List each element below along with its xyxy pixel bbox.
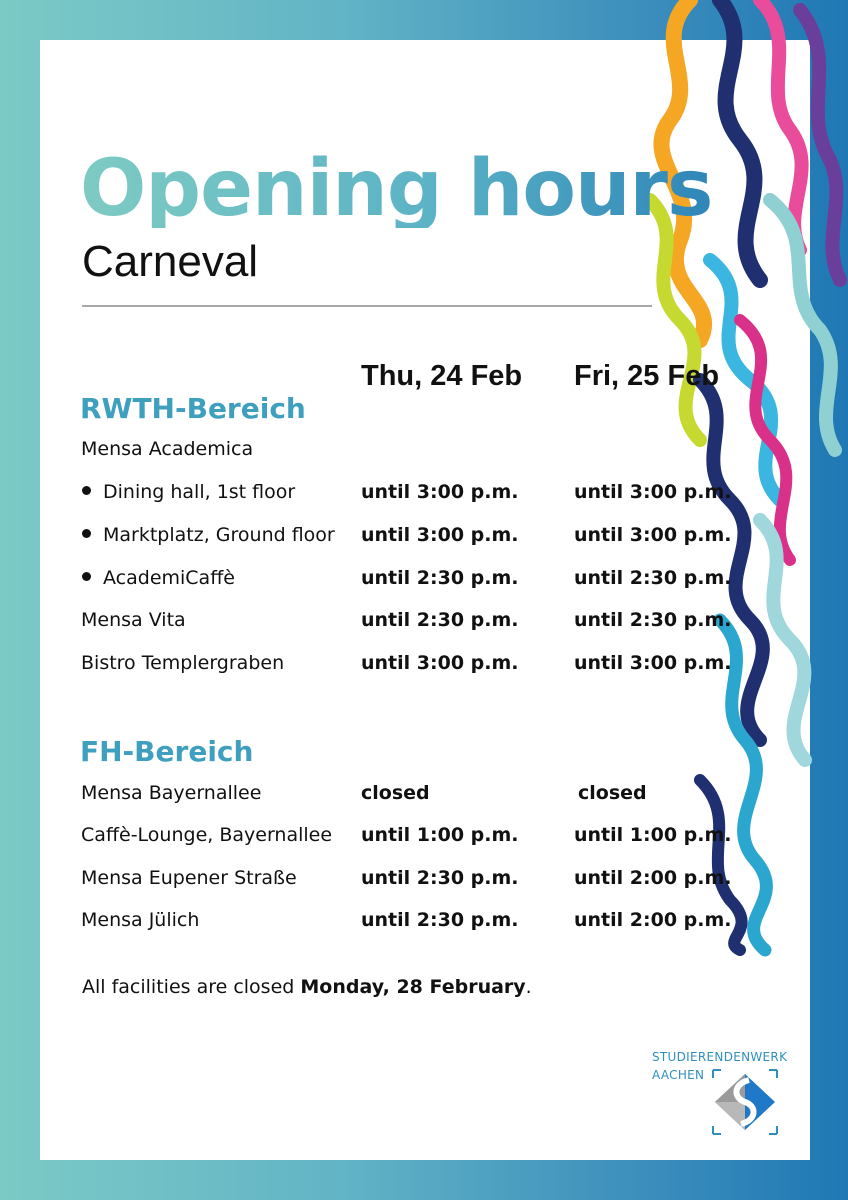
table-row	[0, 481, 848, 511]
table-row	[0, 524, 848, 554]
bullet-icon	[82, 572, 91, 581]
hours-day1: until 2:30 p.m.	[361, 909, 519, 931]
closure-note-prefix: All facilities are closed	[82, 976, 301, 998]
logo-text-line1: STUDIERENDENWERK	[652, 1050, 788, 1064]
table-row	[0, 567, 848, 597]
hours-day1: closed	[361, 782, 430, 804]
column-header-day1: Thu, 24 Feb	[361, 360, 523, 392]
section-heading-rwth: RWTH-Bereich	[80, 392, 306, 425]
table-row	[0, 867, 848, 897]
facility-name: Bistro Templergraben	[81, 652, 285, 674]
table-row	[0, 782, 848, 812]
hours-day2: until 2:00 p.m.	[574, 867, 732, 889]
hours-day1: until 3:00 p.m.	[361, 524, 519, 546]
hours-day1: until 3:00 p.m.	[361, 652, 519, 674]
facility-name: Dining hall, 1st floor	[103, 481, 296, 503]
hours-day2: closed	[578, 782, 647, 804]
page-title: Opening hours	[80, 144, 713, 234]
facility-name: Mensa Eupener Straße	[81, 867, 297, 889]
logo-text-line2: AACHEN	[652, 1068, 705, 1082]
table-row	[0, 609, 848, 639]
bullet-icon	[82, 486, 91, 495]
title-divider	[82, 305, 652, 307]
hours-day1: until 1:00 p.m.	[361, 824, 519, 846]
logo-mark-icon	[705, 1066, 785, 1138]
hours-day2: until 3:00 p.m.	[574, 524, 732, 546]
facility-name: Mensa Vita	[81, 609, 186, 631]
hours-day1: until 2:30 p.m.	[361, 609, 519, 631]
group-label-row	[0, 438, 848, 468]
table-row	[0, 652, 848, 682]
group-label-mensa-academica: Mensa Academica	[81, 438, 254, 460]
facility-name: Mensa Bayernallee	[81, 782, 262, 804]
column-header-day2: Fri, 25 Feb	[574, 360, 720, 392]
page-subtitle: Carneval	[82, 237, 259, 286]
hours-day1: until 2:30 p.m.	[361, 867, 519, 889]
facility-name: Marktplatz, Ground floor	[103, 524, 335, 546]
table-row	[0, 909, 848, 939]
table-row	[0, 824, 848, 854]
hours-day2: until 2:30 p.m.	[574, 567, 732, 589]
bullet-icon	[82, 529, 91, 538]
facility-name: AcademiCaffè	[103, 567, 235, 589]
section-heading-fh: FH-Bereich	[80, 735, 254, 768]
facility-name: Mensa Jülich	[81, 909, 200, 931]
hours-day2: until 1:00 p.m.	[574, 824, 732, 846]
closure-note-suffix: .	[525, 976, 532, 998]
closure-note	[82, 976, 532, 998]
hours-day2: until 2:30 p.m.	[574, 609, 732, 631]
hours-day1: until 3:00 p.m.	[361, 481, 519, 503]
studierendenwerk-logo	[650, 1048, 800, 1143]
facility-name: Caffè-Lounge, Bayernallee	[81, 824, 333, 846]
hours-day2: until 2:00 p.m.	[574, 909, 732, 931]
hours-day1: until 2:30 p.m.	[361, 567, 519, 589]
closure-note-date: Monday, 28 February	[300, 976, 526, 998]
hours-day2: until 3:00 p.m.	[574, 481, 732, 503]
hours-day2: until 3:00 p.m.	[574, 652, 732, 674]
